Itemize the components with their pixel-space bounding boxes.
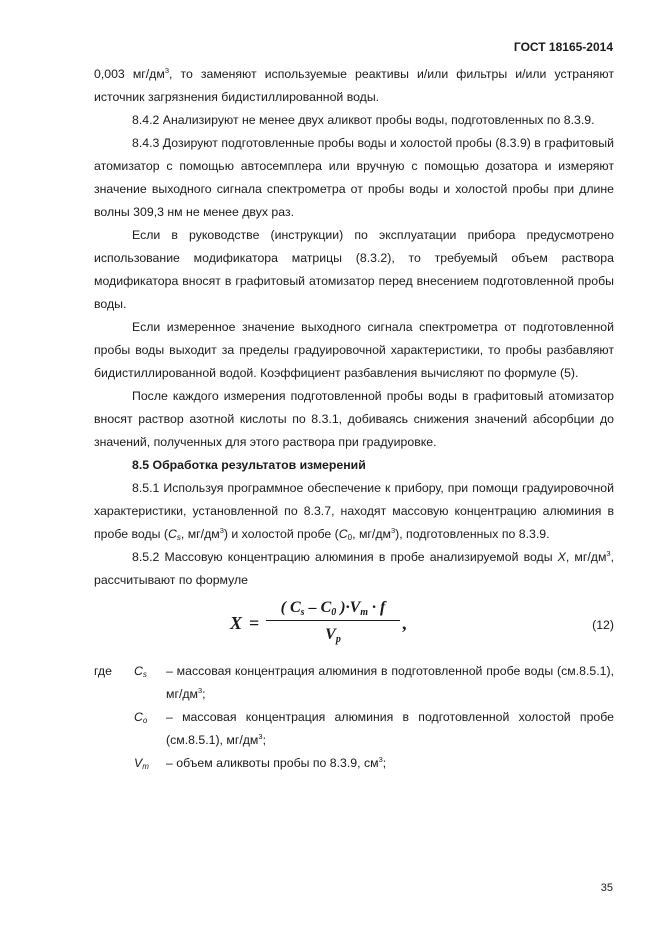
paragraph-8-4-3: 8.4.3 Дозируют подготовленные пробы воды и холостой пробы (8.3.9) в графитовый атомизатор с помощью автосемплера или вручную с помощью дозатора и измеряют значение выходного сигнала спектрометра от пробы воды и холостой пробы при длине волны 309,3 нм не менее двух раз. [94, 136, 614, 219]
formula-equals: = [249, 613, 260, 633]
definition-symbol-vm: $V_m$ [134, 756, 149, 771]
paragraph-nitric-acid: После каждого измерения подготовленной пробы воды в графитовый атомизатор вносят раствор азотной кислоты по 8.3.1, добиваясь снижения значений абсорбции до значений, полученных для этого раствора при градуировке. [94, 389, 614, 449]
definition-where-label: где [94, 664, 112, 678]
paragraph-dilution: Если измеренное значение выходного сигнала спектрометра от подготовленной пробы воды выходит за пределы градуировочной характеристики, то пробы разбавляют бидистиллированной водой. Коэффициент разбавления вычисляют по формуле (5). [94, 320, 614, 380]
paragraph-8-5-1: 8.5.1 Используя программное обеспечение к прибору, при помощи градуировочной характеристики, установленной по 8.3.7, находят массовую концентрацию алюминия в пробе воды ($C_s$, $мг/дм^3$) и холостой пробе ($C_0$, $мг/дм^3$), подготовленных по 8.3.9. [94, 481, 614, 542]
page-number: 35 [600, 882, 613, 894]
definition-symbol-cs: $C_s$ [134, 664, 147, 679]
formula-lhs: X [230, 613, 243, 633]
definition-co: $C_o$ – массовая концентрация алюминия в подготовленной холостой пробе (см.8.5.1), $мг/дм^3$; [94, 706, 614, 752]
section-heading-8-5: 8.5 Обработка результатов измерений [132, 458, 366, 472]
definition-cs: где $C_s$ – массовая концентрация алюминия в подготовленной пробе воды (см.8.5.1), $мг/дм^3$; [94, 660, 614, 706]
definitions-list [94, 660, 614, 775]
formula-denominator: Vp [325, 626, 341, 645]
formula-comma: , [402, 613, 407, 633]
document-body [94, 63, 614, 775]
definition-symbol-co: $C_o$ [134, 710, 148, 725]
definition-vm: $V_m$ – объем аликвоты пробы по 8.3.9, $см^3$; [94, 752, 614, 775]
formula-number: (12) [592, 618, 614, 632]
formula-numerator: ( Cs – C0 )·Vm · f [266, 596, 400, 621]
formula-12 [94, 596, 614, 654]
standard-header: ГОСТ 18165-2014 [513, 40, 613, 54]
paragraph-8-4-2: 8.4.2 Анализируют не менее двух аликвот пробы воды, подготовленных по 8.3.9. [132, 113, 595, 127]
paragraph-8-5-2: 8.5.2 Массовую концентрацию алюминия в пробе анализируемой воды X, $мг/дм^3$, рассчитывают по формуле [94, 549, 614, 587]
formula-fraction [266, 596, 400, 647]
paragraph-modifier: Если в руководстве (инструкции) по эксплуатации прибора предусмотрено использование модификатора матрицы (8.3.2), то требуемый объем раствора модификатора вносят в графитовый атомизатор перед внесением подготовленной пробы воды. [94, 228, 614, 311]
paragraph-reagents: 0,003 $мг/дм^3$, то заменяют используемые реактивы и/или фильтры и/или устраняют источник загрязнения бидистиллированной воды. [94, 66, 614, 104]
